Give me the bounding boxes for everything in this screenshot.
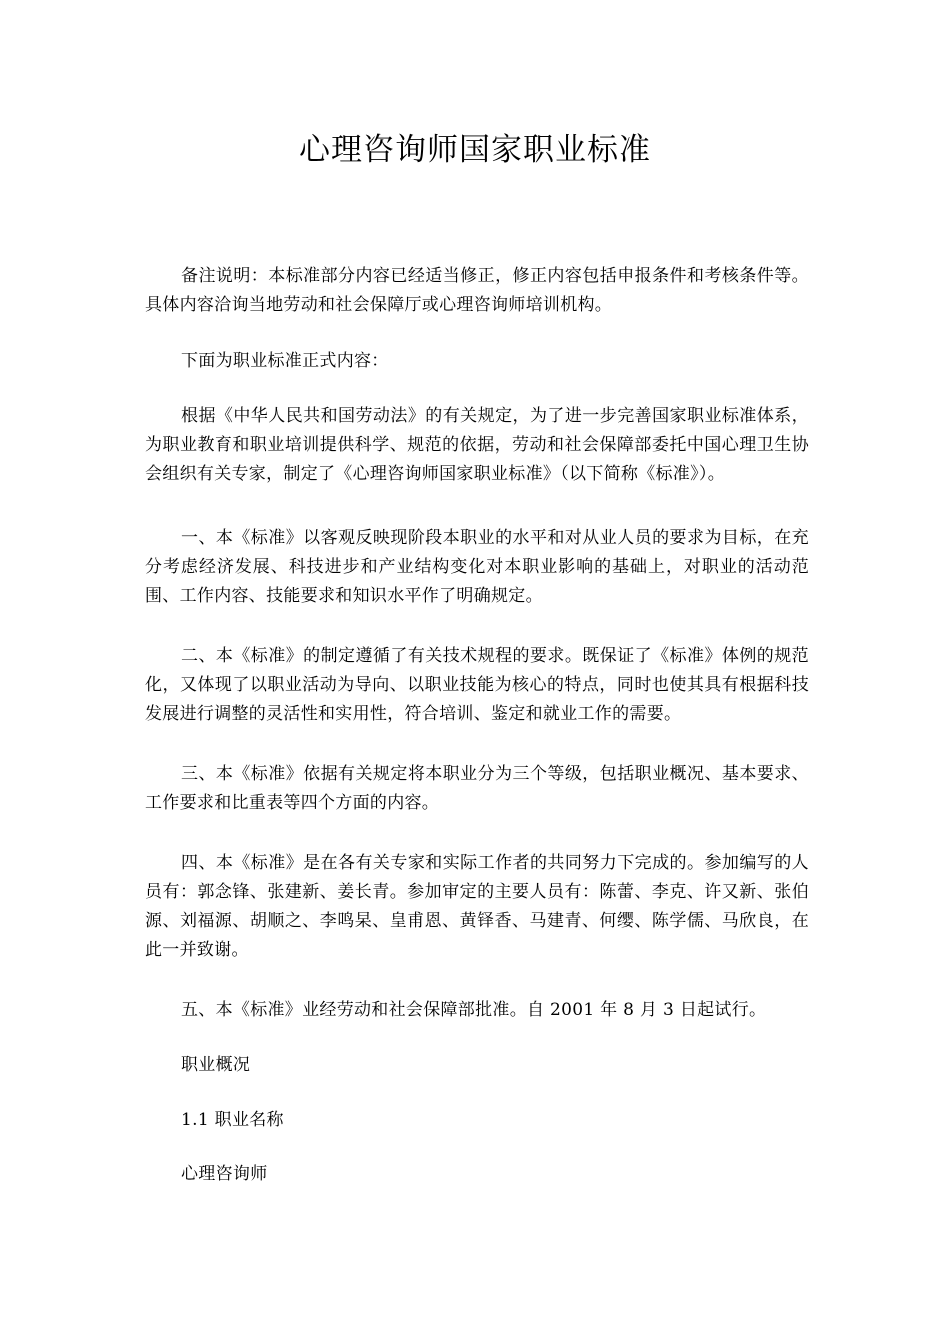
document-title: 心理咨询师国家职业标准 [299,132,651,168]
intro-paragraph: 下面为职业标准正式内容： [181,351,389,371]
subsection-heading: 1.1 职业名称 [181,1110,284,1130]
point-four-paragraph: 四、本《标准》是在各有关专家和实际工作者的共同努力下完成的。参加编写的人员有：郭念锋、张建新、姜长青。参加审定的主要人员有：陈蕾、李克、许又新、张伯源、刘福源、胡顺之、李鸣杲、皇甫恩、黄铎香、马建青、何缨、陈学儒、马欣良，在此一并致谢。 [145,853,809,960]
point-one-paragraph: 一、本《标准》以客观反映现阶段本职业的水平和对从业人员的要求为目标，在充分考虑经济发展、科技进步和产业结构变化对本职业影响的基础上，对职业的活动范围、工作内容、技能要求和知识水平作了明确规定。 [145,528,809,606]
point-two-paragraph: 二、本《标准》的制定遵循了有关技术规程的要求。既保证了《标准》体例的规范化，又体现了以职业活动为导向、以职业技能为核心的特点，同时也使其具有根据科技发展进行调整的灵活性和实用性，符合培训、鉴定和就业工作的需要。 [145,646,809,724]
section-heading: 职业概况 [181,1055,251,1075]
point-three-paragraph: 三、本《标准》依据有关规定将本职业分为三个等级，包括职业概况、基本要求、工作要求和比重表等四个方面的内容。 [145,764,809,813]
note-paragraph: 备注说明：本标准部分内容已经适当修正，修正内容包括申报条件和考核条件等。具体内容洽询当地劳动和社会保障厅或心理咨询师培训机构。 [145,266,809,315]
occupation-name: 心理咨询师 [181,1164,268,1184]
basis-paragraph: 根据《中华人民共和国劳动法》的有关规定，为了进一步完善国家职业标准体系，为职业教育和职业培训提供科学、规范的依据，劳动和社会保障部委托中国心理卫生协会组织有关专家，制定了《心理咨询师国家职业标准》（以下简称《标准》）。 [145,406,809,484]
point-five-paragraph: 五、本《标准》业经劳动和社会保障部批准。自 2001 年 8 月 3 日起试行。 [181,1000,767,1020]
